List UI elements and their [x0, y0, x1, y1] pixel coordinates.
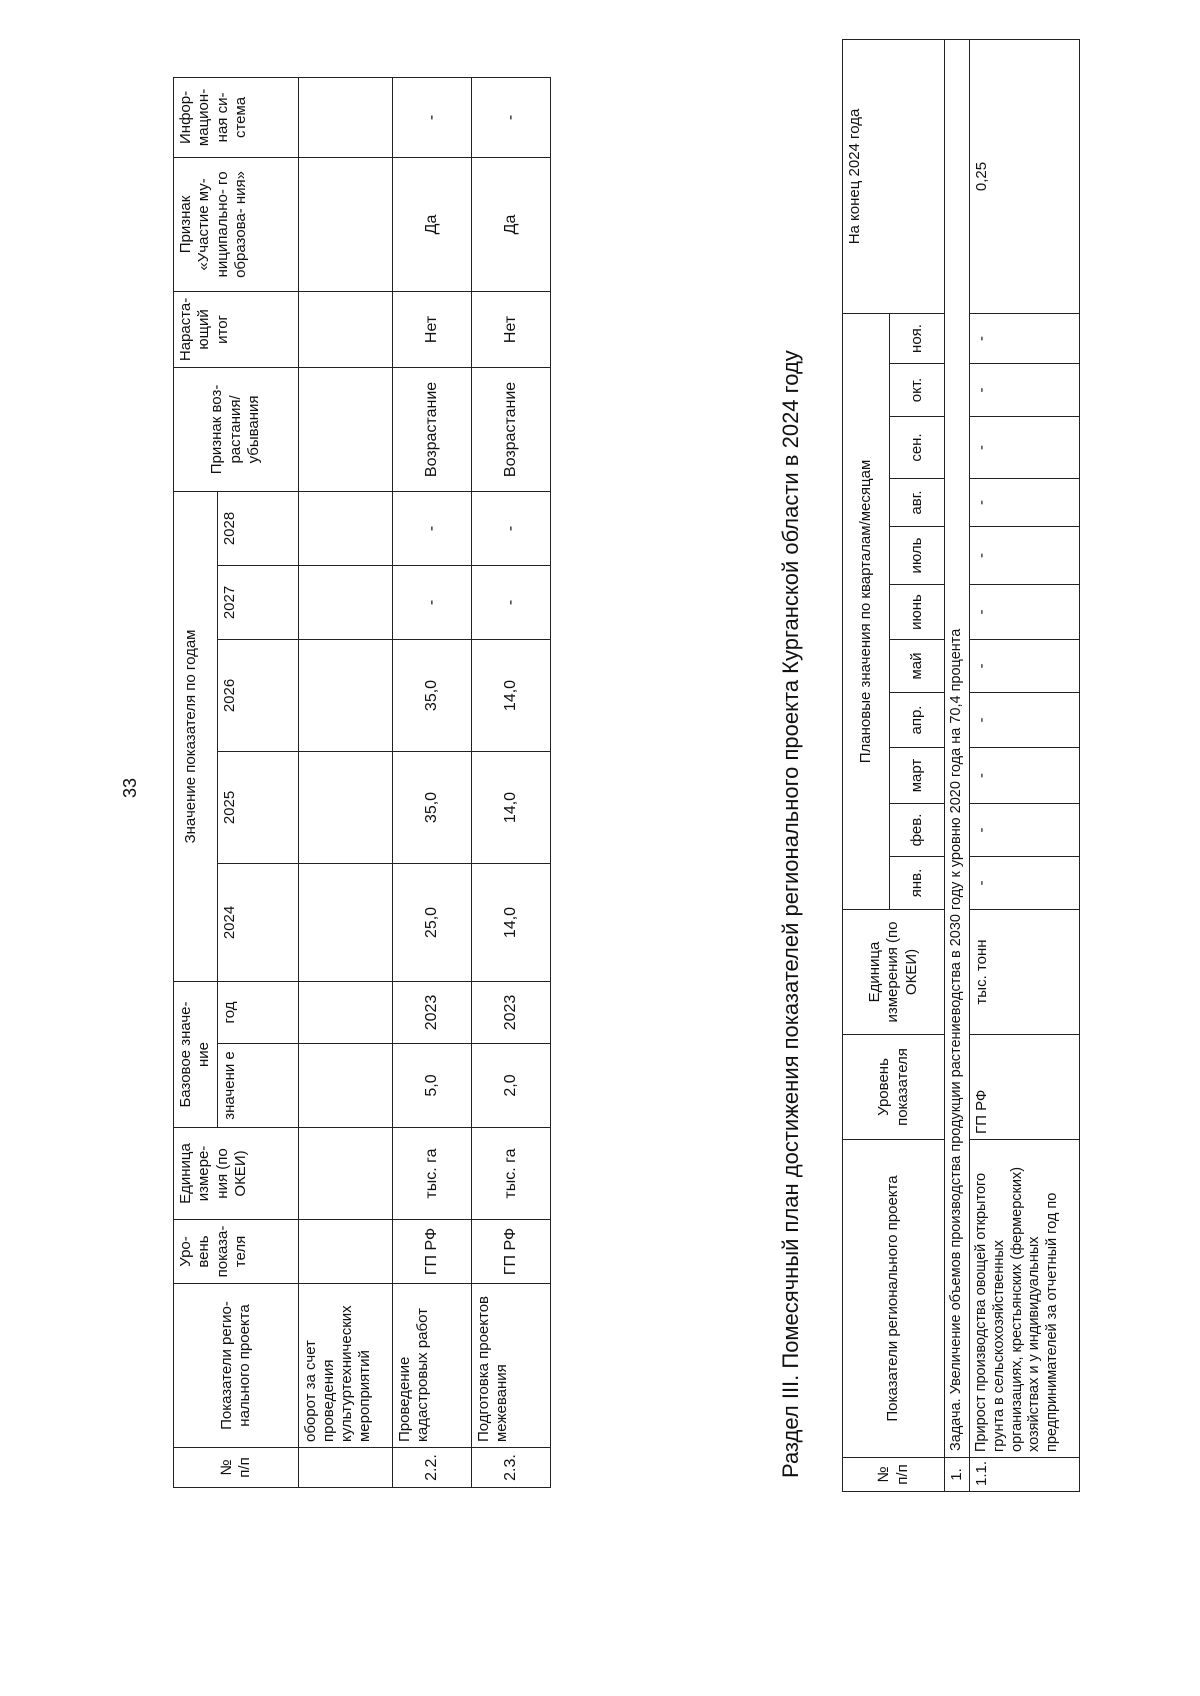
header-level: Уровень показателя: [843, 1035, 945, 1140]
row-level: ГП РФ: [392, 1220, 471, 1284]
header-year-2027: 2027: [217, 565, 298, 639]
row-year-2024: 25,0: [392, 863, 471, 981]
row-month-value: -: [970, 640, 1080, 693]
header-indicator: Показатели регионального проекта: [843, 1140, 945, 1458]
table-row: [471, 77, 550, 1487]
row-municipal: [298, 157, 392, 291]
row-month-value: -: [970, 527, 1080, 585]
header-base-year: год: [217, 981, 298, 1043]
header-month: янв.: [890, 857, 945, 910]
row-base-value: 5,0: [392, 1044, 471, 1128]
row-year-end: 0,25: [970, 39, 1080, 313]
row-month-value: -: [970, 804, 1080, 857]
row-indicator: Проведение кадастровых работ: [392, 1284, 471, 1448]
row-year-2026: 35,0: [392, 639, 471, 751]
row-month-value: -: [970, 479, 1080, 527]
row-num: 2.3.: [471, 1448, 550, 1488]
header-trend: Признак воз- растания/ убывания: [174, 367, 299, 491]
row-month-value: -: [970, 585, 1080, 640]
row-num: 1.1.: [970, 1458, 1080, 1492]
header-month: фев.: [890, 804, 945, 857]
row-trend: Возрастание: [471, 367, 550, 491]
row-indicator: Прирост производства овощей открытого грунта в сельскохозяйственных организациях, крестьянских (фермерских) хозяйствах и у индивидуальных предпринимателей за отчетный год по: [970, 1140, 1080, 1458]
header-year-end: На конец 2024 года: [843, 39, 945, 313]
header-info-system: Инфор- мацион- ная си- стема: [174, 77, 299, 157]
row-cumulative: Нет: [392, 291, 471, 367]
page-number: 33: [120, 777, 140, 798]
header-municipal: Признак «Участие му- ниципально- го образова- ния»: [174, 157, 299, 291]
table-header-row: [174, 77, 218, 1487]
header-month: сен.: [890, 417, 945, 479]
row-year-2027: -: [392, 565, 471, 639]
task-row: [945, 39, 970, 1491]
row-year-2024: 14,0: [471, 863, 550, 981]
header-year-2024: 2024: [217, 863, 298, 981]
header-planned: Плановые значения по кварталам/месяцам: [843, 313, 890, 909]
monthly-plan-table: [842, 39, 1080, 1492]
row-municipal: Да: [471, 157, 550, 291]
table-row: [970, 39, 1080, 1491]
row-year-2026: 14,0: [471, 639, 550, 751]
header-month: окт.: [890, 364, 945, 417]
header-base: Базовое значе- ние: [174, 981, 218, 1127]
header-num: № п/п: [843, 1458, 945, 1492]
row-year-2025: 14,0: [471, 751, 550, 863]
header-values-by-year: Значение показателя по годам: [174, 491, 218, 981]
header-num: № п/п: [174, 1448, 299, 1488]
row-base-value: 2,0: [471, 1044, 550, 1128]
header-month: май: [890, 640, 945, 693]
header-year-2025: 2025: [217, 751, 298, 863]
task-text: Задача. Увеличение объемов производства продукции растениеводства в 2030 году к уровню 2020 года на 70,4 процента: [945, 39, 970, 1457]
row-base-year: [298, 981, 392, 1043]
row-level: ГП РФ: [970, 1035, 1080, 1140]
row-year-2027: -: [471, 565, 550, 639]
task-num: 1.: [945, 1458, 970, 1492]
row-month-value: -: [970, 313, 1080, 363]
row-indicator: оборот за счет проведения культуртехнических мероприятий: [298, 1284, 392, 1448]
row-month-value: -: [970, 364, 1080, 417]
row-year-2028: -: [471, 491, 550, 565]
row-year-2027: [298, 565, 392, 639]
row-base-value: [298, 1044, 392, 1128]
row-trend: Возрастание: [392, 367, 471, 491]
header-year-2028: 2028: [217, 491, 298, 565]
row-num: [298, 1448, 392, 1488]
header-unit: Единица измерения (по ОКЕИ): [843, 910, 945, 1035]
row-unit: тыс. га: [392, 1128, 471, 1220]
row-num: 2.2.: [392, 1448, 471, 1488]
header-level: Уро- вень показа- теля: [174, 1220, 299, 1284]
row-month-value: -: [970, 693, 1080, 748]
row-year-2025: [298, 751, 392, 863]
header-month: июнь: [890, 585, 945, 640]
table-row: [392, 77, 471, 1487]
row-year-2028: -: [392, 491, 471, 565]
header-month: июль: [890, 527, 945, 585]
row-cumulative: [298, 291, 392, 367]
section-title: Раздел III. Помесячный план достижения показателей регионального проекта Курганской области в 2024 году: [778, 350, 803, 1478]
row-info-system: [298, 77, 392, 157]
row-unit: тыс. тонн: [970, 910, 1080, 1035]
indicators-table: [173, 77, 551, 1488]
row-indicator: Подготовка проектов межевания: [471, 1284, 550, 1448]
row-info-system: -: [392, 77, 471, 157]
table-row: [298, 77, 392, 1487]
header-month: апр.: [890, 693, 945, 748]
row-trend: [298, 367, 392, 491]
row-year-2028: [298, 491, 392, 565]
row-month-value: -: [970, 857, 1080, 910]
row-municipal: Да: [392, 157, 471, 291]
header-cumulative: Нараста- ющий итог: [174, 291, 299, 367]
row-month-value: -: [970, 417, 1080, 479]
header-month: авг.: [890, 479, 945, 527]
row-year-2025: 35,0: [392, 751, 471, 863]
row-base-year: 2023: [392, 981, 471, 1043]
header-indicator: Показатели регио- нального проекта: [174, 1284, 299, 1448]
row-year-2024: [298, 863, 392, 981]
row-unit: [298, 1128, 392, 1220]
row-year-2026: [298, 639, 392, 751]
header-month: март: [890, 748, 945, 804]
row-level: ГП РФ: [471, 1220, 550, 1284]
header-year-2026: 2026: [217, 639, 298, 751]
header-month: ноя.: [890, 313, 945, 363]
row-base-year: 2023: [471, 981, 550, 1043]
row-level: [298, 1220, 392, 1284]
header-unit: Единица измере- ния (по ОКЕИ): [174, 1128, 299, 1220]
row-cumulative: Нет: [471, 291, 550, 367]
row-month-value: -: [970, 748, 1080, 804]
table-header-row: [843, 39, 890, 1491]
row-unit: тыс. га: [471, 1128, 550, 1220]
header-base-value: значени е: [217, 1044, 298, 1128]
row-info-system: -: [471, 77, 550, 157]
